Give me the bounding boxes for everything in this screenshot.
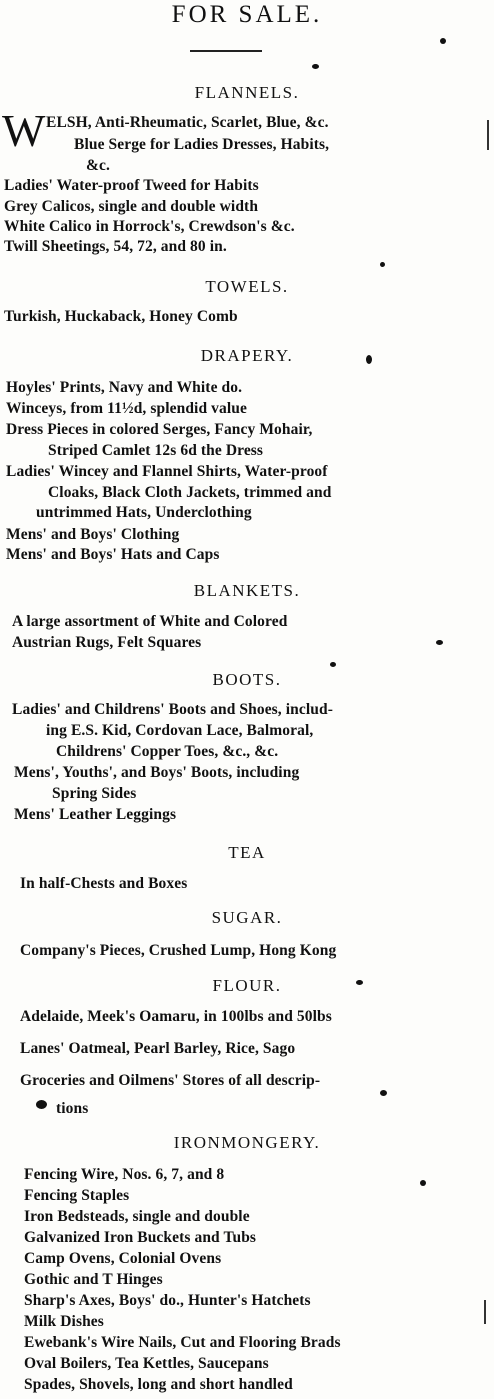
drapery-line-7: untrimmed Hats, Underclothing [36,504,252,521]
drapery-line-3: Dress Pieces in colored Serges, Fancy Mohair, [6,421,313,438]
ironmongery-line-11: Spades, Shovels, long and short handled [24,1376,293,1393]
ink-speck [356,980,363,985]
towels-line-1: Turkish, Huckaback, Honey Comb [4,308,238,325]
blankets-line-1: A large assortment of White and Colored [12,613,288,630]
margin-mark [487,120,489,150]
blankets-line-2: Austrian Rugs, Felt Squares [12,634,202,651]
ironmongery-line-6: Gothic and T Hinges [24,1271,163,1288]
boots-line-5: Spring Sides [52,785,137,802]
drapery-line-6: Cloaks, Black Cloth Jackets, trimmed and [48,484,332,501]
boots-line-3: Childrens' Copper Toes, &c., &c. [56,743,279,760]
drapery-line-2: Winceys, from 11½d, splendid value [6,400,247,417]
ink-speck [380,1090,387,1096]
ink-speck [440,38,446,44]
heading-boots: BOOTS. [212,670,282,689]
ironmongery-line-2: Fencing Staples [24,1187,130,1204]
flour-line-4: tions [56,1100,89,1117]
ink-speck [36,1100,47,1109]
margin-mark [484,1300,486,1324]
drapery-line-8: Mens' and Boys' Clothing [6,526,180,543]
boots-line-1: Ladies' and Childrens' Boots and Shoes, includ- [12,701,333,718]
ironmongery-line-3: Iron Bedsteads, single and double [24,1208,250,1225]
heading-drapery: DRAPERY. [200,346,294,365]
flour-line-3: Groceries and Oilmens' Stores of all descrip- [20,1072,321,1089]
heading-flannels: FLANNELS. [194,83,300,102]
ink-speck [366,355,372,364]
ink-speck [436,640,443,645]
ink-speck [420,1180,426,1186]
flannels-line-6: White Calico in Horrock's, Crewdson's &c. [4,218,295,235]
ironmongery-line-10: Oval Boilers, Tea Kettles, Saucepans [24,1355,269,1372]
ironmongery-line-9: Ewebank's Wire Nails, Cut and Flooring Brads [24,1334,341,1351]
boots-line-2: ing E.S. Kid, Cordovan Lace, Balmoral, [46,722,314,739]
flannels-line-1: ELSH, Anti-Rheumatic, Scarlet, Blue, &c. [46,114,329,131]
title-rule [190,50,262,52]
drop-cap: W [2,105,46,156]
flannels-line-5: Grey Calicos, single and double width [4,198,259,215]
heading-blankets: BLANKETS. [193,581,301,600]
heading-towels: TOWELS. [205,277,289,296]
ink-speck [330,662,336,667]
ironmongery-line-5: Camp Ovens, Colonial Ovens [24,1250,222,1267]
heading-flour: FLOUR. [212,976,282,995]
heading-tea: TEA [228,843,266,862]
drapery-line-4: Striped Camlet 12s 6d the Dress [48,442,264,459]
flannels-line-4: Ladies' Water-proof Tweed for Habits [4,177,259,194]
page-title: FOR SALE. [171,1,323,28]
drapery-line-1: Hoyles' Prints, Navy and White do. [6,379,243,396]
ironmongery-line-4: Galvanized Iron Buckets and Tubs [24,1229,257,1246]
heading-sugar: SUGAR. [211,908,283,927]
flannels-line-7: Twill Sheetings, 54, 72, and 80 in. [4,238,227,255]
flannels-line-3: &c. [86,157,110,174]
heading-ironmongery: IRONMONGERY. [173,1133,321,1152]
tea-line-1: In half-Chests and Boxes [20,875,188,892]
flour-line-2: Lanes' Oatmeal, Pearl Barley, Rice, Sago [20,1040,296,1057]
flour-line-1: Adelaide, Meek's Oamaru, in 100lbs and 50lbs [20,1008,332,1025]
boots-line-6: Mens' Leather Leggings [14,806,177,823]
ironmongery-line-1: Fencing Wire, Nos. 6, 7, and 8 [24,1166,225,1183]
drapery-line-9: Mens' and Boys' Hats and Caps [6,546,220,563]
ironmongery-line-8: Milk Dishes [24,1313,104,1330]
ink-speck [312,64,319,69]
boots-line-4: Mens', Youths', and Boys' Boots, including [14,764,300,781]
drapery-line-5: Ladies' Wincey and Flannel Shirts, Water-proof [6,463,328,480]
ink-speck [380,262,385,267]
ironmongery-line-7: Sharp's Axes, Boys' do., Hunter's Hatchets [24,1292,311,1309]
sugar-line-1: Company's Pieces, Crushed Lump, Hong Kong [20,942,337,959]
flannels-line-2: Blue Serge for Ladies Dresses, Habits, [74,136,330,153]
